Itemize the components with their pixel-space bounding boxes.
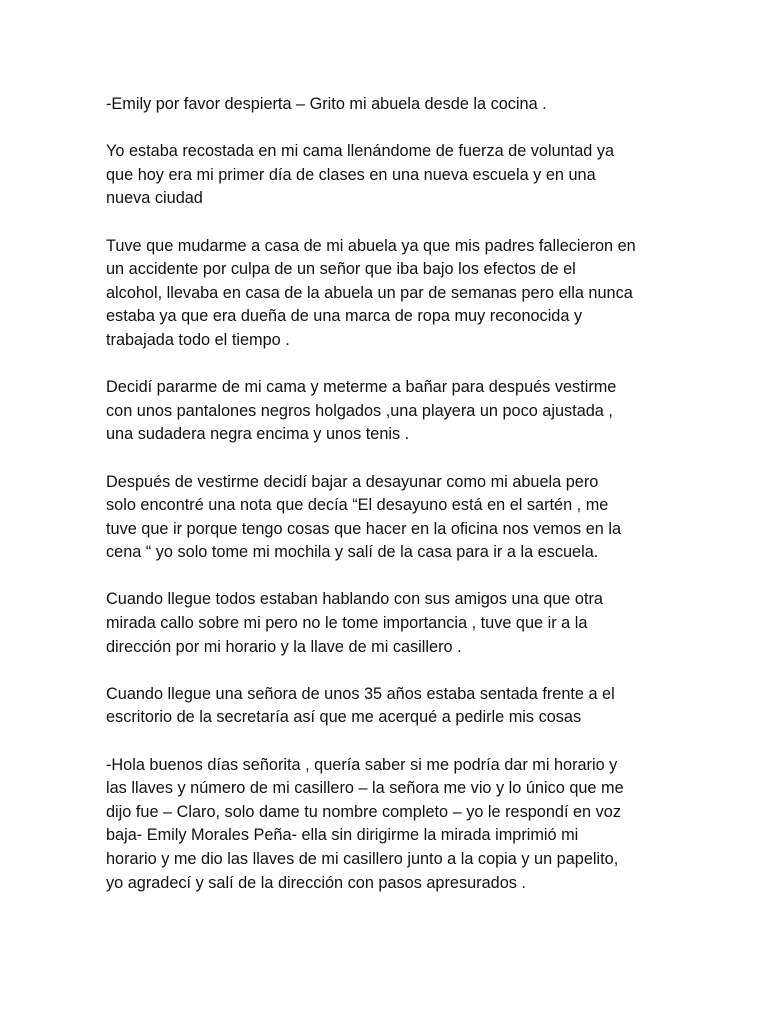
document-body [106,93,666,919]
paragraph-7: Cuando llegue una señora de unos 35 años estaba sentada frente a el escritorio de la secretaría así que me acerqué a pedirle mis cosas [106,684,615,727]
paragraph-3: Tuve que mudarme a casa de mi abuela ya que mis padres fallecieron en un accidente por culpa de un señor que iba bajo los efectos de el alcohol, llevaba en casa de la abuela un par de semanas pero ella nunca estaba ya que era dueña de una marca de ropa muy reconocida y trabajada todo el tiempo . [106,236,636,349]
paragraph-6: Cuando llegue todos estaban hablando con sus amigos una que otra mirada callo sobre mi pero no le tome importancia , tuve que ir a la dirección por mi horario y la llave de mi casillero . [106,590,603,656]
paragraph-1: -Emily por favor despierta – Grito mi abuela desde la cocina . [106,95,547,113]
paragraph-2: Yo estaba recostada en mi cama llenándome de fuerza de voluntad ya que hoy era mi primer día de clases en una nueva escuela y en una nueva ciudad [106,142,615,208]
paragraph-4: Decidí pararme de mi cama y meterme a bañar para después vestirme con unos pantalones negros holgados ,una playera un poco ajustada , una sudadera negra encima y unos tenis . [106,378,617,444]
paragraph-5: Después de vestirme decidí bajar a desayunar como mi abuela pero solo encontré una nota que decía “El desayuno está en el sartén , me tuve que ir porque tengo cosas que hacer en la oficina nos vemos en la cena “ yo solo tome mi mochila y salí de la casa para ir a la escuela. [106,472,621,562]
paragraph-8: -Hola buenos días señorita , quería saber si me podría dar mi horario y las llaves y número de mi casillero – la señora me vio y lo único que me dijo fue – Claro, solo dame tu nombre completo – yo le respondí en voz baja- Emily Morales Peña- ella sin dirigirme la mirada imprimió mi horario y me dio las llaves de mi casillero junto a la copia y un papelito, yo agradecí y salí de la dirección con pasos apresurados . [106,755,624,892]
